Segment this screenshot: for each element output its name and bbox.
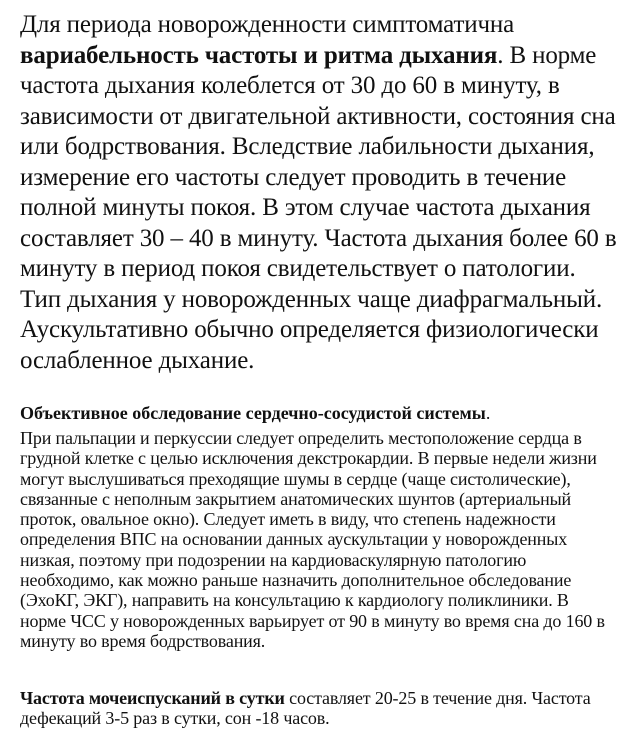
breathing-text-after: . В норме частота дыхания колеблется от 30 до 60 в минуту, в зависимости от двигательной активности, состояния сна или бодрствования. Вследствие лабильности дыхания, измерение его частоты следует проводить в течение полной минуты покоя. В этом случае частота дыхания составляет 30 – 40 в минуту. Частота дыхания более 60 в минуту в период покоя свидетельствует о патологии. Тип дыхания у новорожденных чаще диафрагмальный. Аускультативно обычно определяется физиологически ослабленное дыхание.	[20, 41, 617, 374]
breathing-text-before: Для периода новорожденности симптоматична	[20, 11, 515, 38]
cardiovascular-heading-text: Объективное обследование сердечно-сосудистой системы	[20, 403, 486, 423]
urination-paragraph	[20, 688, 610, 729]
urination-text-after: составляет 20-25 в течение дня. Частота дефекаций 3-5 раз в сутки, сон -18 часов.	[20, 688, 591, 729]
cardiovascular-paragraph: При пальпации и перкуссии следует определить местоположение сердца в грудной клетке с целью исключения декстрокардии. В первые недели жизни могут выслушиваться преходящие шумы в сердце (чаще систолические), связанные с неполным закрытием анатомических шунтов (артериальный проток, овальное окно). Следует иметь в виду, что степень надежности определения ВПС на основании данных аускультации у новорожденных низкая, поэтому при подозрении на кардиоваскулярную патологию необходимо, как можно раньше назначить дополнительное обследование (ЭхоКГ, ЭКГ), направить на консультацию к кардиологу поликлиники. В норме ЧСС у новорожденных варьирует от 90 в минуту во время сна до 160 в минуту во время бодрствования.	[20, 428, 605, 651]
breathing-paragraph	[20, 10, 618, 376]
cardiovascular-heading	[20, 402, 618, 424]
cardiovascular-heading-suffix: .	[485, 403, 491, 423]
breathing-bold-term: вариабельность частоты и ритма дыхания	[20, 41, 498, 69]
urination-bold-term: Частота мочеиспусканий в сутки	[20, 688, 285, 708]
